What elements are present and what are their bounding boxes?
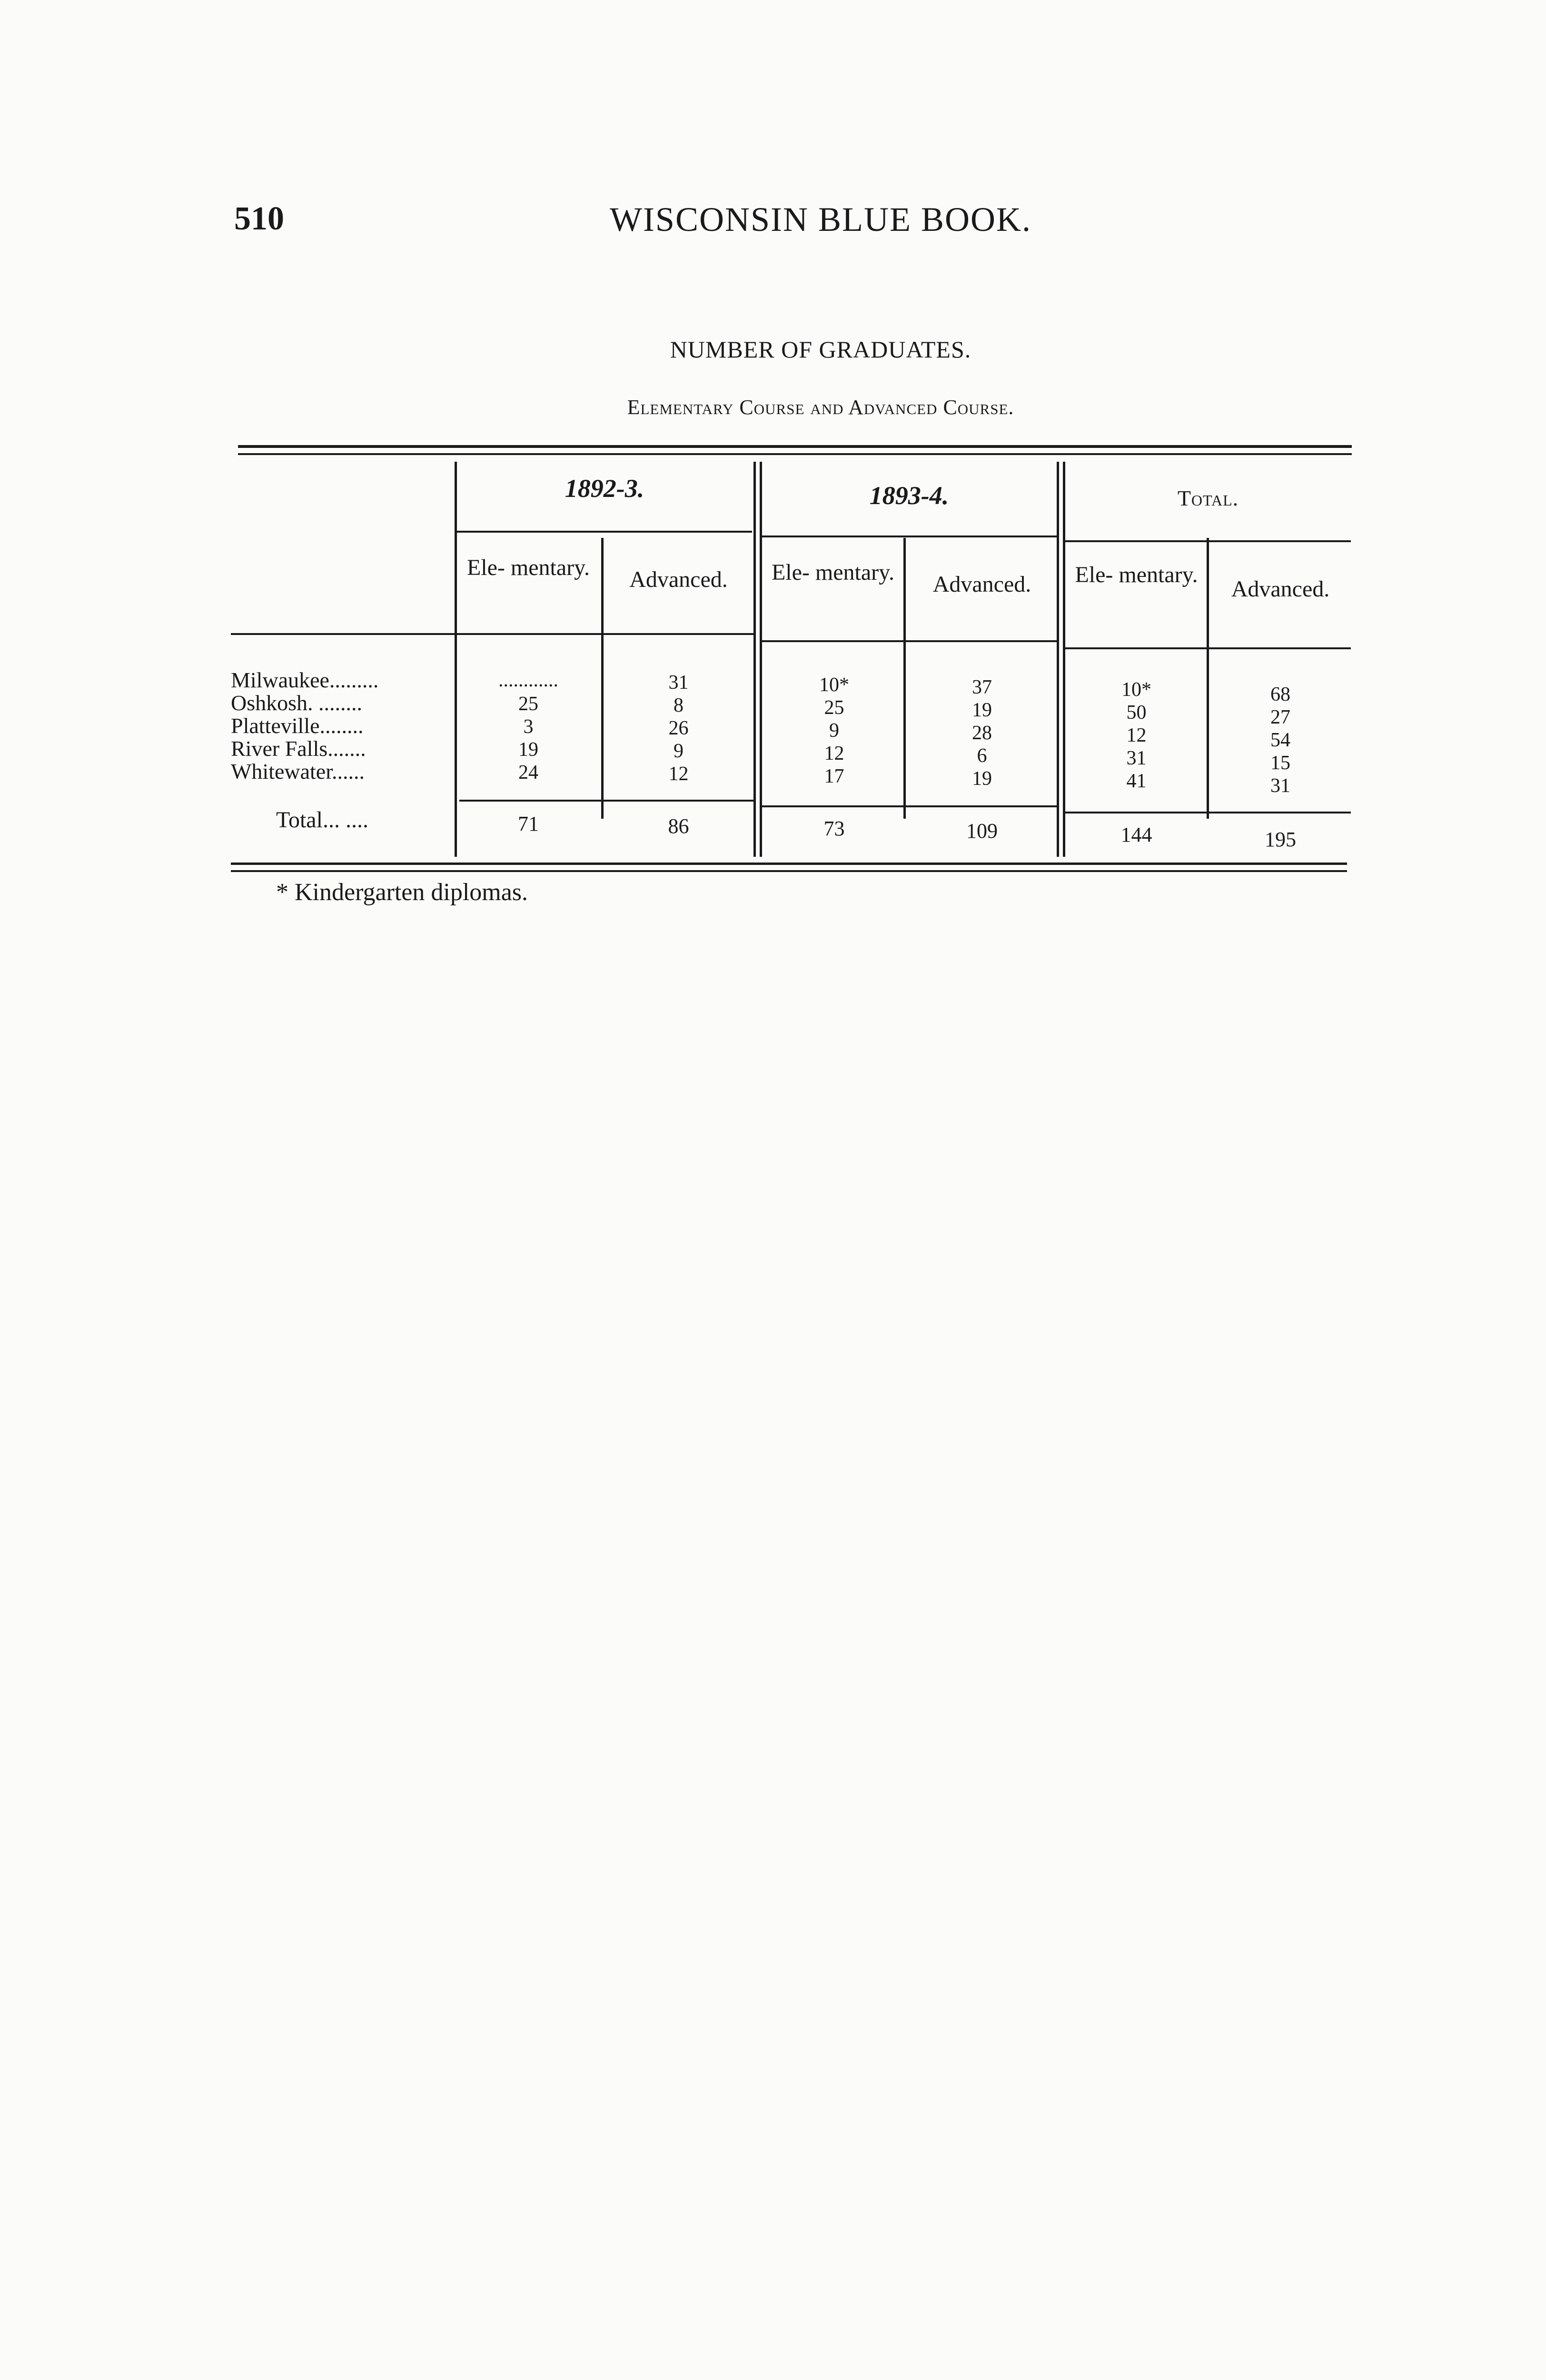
subheader-elementary-1893: Ele- mentary. xyxy=(771,560,895,585)
column-divider xyxy=(1057,462,1059,857)
cell: 24 xyxy=(518,762,538,783)
group-rule xyxy=(1065,540,1351,542)
total-cell: 109 xyxy=(966,819,998,843)
total-cell: 195 xyxy=(1265,828,1296,851)
cell: 50 xyxy=(1126,702,1147,724)
group-header-1893: 1893-4. xyxy=(869,481,949,510)
cell: 12 xyxy=(668,763,689,785)
row-label: Platteville........ xyxy=(231,714,364,737)
page-number: 510 xyxy=(234,200,284,237)
top-rule xyxy=(238,445,1352,448)
cell: 41 xyxy=(1126,770,1147,792)
header-rule xyxy=(231,633,753,635)
cell: 3 xyxy=(523,716,534,738)
cell: 9 xyxy=(674,740,684,762)
cell: 10* xyxy=(1121,679,1151,701)
total-rule xyxy=(762,805,1057,807)
group-header-total: Total. xyxy=(1177,486,1239,510)
cell: ............ xyxy=(498,669,558,691)
bottom-rule xyxy=(231,863,1347,865)
running-head: WISCONSIN BLUE BOOK. xyxy=(610,200,1031,238)
total-cell: 144 xyxy=(1120,823,1152,846)
cell: 19 xyxy=(972,768,992,790)
group-header-1892: 1892-3. xyxy=(565,474,644,503)
cell: 19 xyxy=(972,699,992,721)
top-rule-inner xyxy=(238,453,1352,455)
cell: 17 xyxy=(824,765,844,787)
subheader-elementary-total: Ele- mentary. xyxy=(1075,562,1198,587)
cell: 12 xyxy=(1126,724,1147,746)
cell: 12 xyxy=(824,743,844,764)
row-label: Oshkosh. ........ xyxy=(231,692,363,714)
total-cell: 71 xyxy=(518,812,539,835)
column-divider xyxy=(455,462,457,857)
column-divider xyxy=(753,462,756,857)
cell: 26 xyxy=(668,717,689,739)
header-rule xyxy=(1065,647,1351,649)
cell: 25 xyxy=(824,697,844,719)
subheader-elementary-1892: Ele- mentary. xyxy=(466,555,590,580)
cell: 28 xyxy=(972,722,992,744)
total-rule xyxy=(1065,812,1351,813)
cell: 6 xyxy=(977,745,987,767)
table-title: NUMBER OF GRADUATES. xyxy=(670,336,971,363)
cell: 27 xyxy=(1270,706,1290,728)
cell: 10* xyxy=(819,674,849,696)
cell: 25 xyxy=(518,693,538,715)
group-rule xyxy=(762,536,1057,537)
header-rule xyxy=(762,640,1057,642)
row-label: River Falls....... xyxy=(231,737,366,760)
cell: 31 xyxy=(1270,775,1290,797)
subheader-advanced-total: Advanced. xyxy=(1231,576,1330,602)
cell: 31 xyxy=(668,672,689,694)
total-label: Total... .... xyxy=(276,807,368,833)
cell: 15 xyxy=(1270,752,1290,774)
total-cell: 73 xyxy=(823,817,845,840)
cell: 19 xyxy=(518,739,538,761)
cell: 31 xyxy=(1126,747,1147,769)
cell: 68 xyxy=(1270,684,1290,705)
bottom-rule-inner xyxy=(231,870,1347,872)
footnote: * Kindergarten diplomas. xyxy=(276,879,528,906)
cell: 9 xyxy=(829,720,839,742)
table-subtitle: Elementary Course and Advanced Course. xyxy=(627,396,1014,419)
column-divider xyxy=(1063,462,1065,857)
subheader-advanced-1892: Advanced. xyxy=(629,567,728,592)
total-rule xyxy=(459,800,753,802)
group-rule xyxy=(457,531,752,533)
subheader-advanced-1893: Advanced. xyxy=(932,572,1031,597)
row-label: Whitewater...... xyxy=(231,760,365,783)
cell: 8 xyxy=(674,694,684,716)
column-divider xyxy=(760,462,762,857)
cell: 37 xyxy=(972,676,992,698)
cell: 54 xyxy=(1270,729,1290,751)
total-cell: 86 xyxy=(668,814,689,838)
row-label: Milwaukee......... xyxy=(231,669,379,692)
